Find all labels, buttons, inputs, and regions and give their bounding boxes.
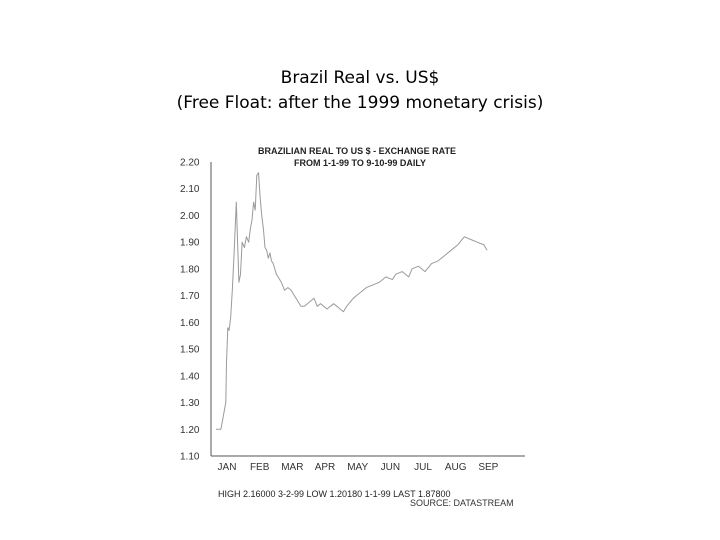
series-layer bbox=[216, 173, 487, 430]
y-tick-label: 1.80 bbox=[180, 264, 200, 276]
x-tick-label: FEB bbox=[249, 462, 270, 473]
y-tick-label: 2.10 bbox=[180, 184, 200, 196]
y-tick-label: 2.00 bbox=[180, 210, 200, 222]
x-tick-labels bbox=[218, 462, 499, 473]
slide-title-line-1: Brazil Real vs. US$ bbox=[280, 68, 440, 88]
y-tick-label: 1.40 bbox=[180, 371, 200, 383]
footer-source: SOURCE: DATASTREAM bbox=[410, 498, 514, 508]
y-tick-label: 1.90 bbox=[180, 237, 200, 249]
y-tick-label: 1.70 bbox=[180, 291, 200, 303]
series-line bbox=[216, 173, 487, 430]
x-tick-label: MAY bbox=[347, 462, 369, 473]
y-tick-label: 2.20 bbox=[180, 157, 200, 169]
y-tick-labels bbox=[180, 158, 200, 463]
y-tick-label: 1.10 bbox=[180, 451, 200, 463]
slide-title-line-2: (Free Float: after the 1999 monetary crisis) bbox=[176, 93, 544, 113]
x-tick-label: JUL bbox=[414, 462, 432, 473]
x-tick-label: JAN bbox=[217, 462, 237, 473]
x-tick-label: MAR bbox=[281, 462, 304, 473]
y-tick-label: 1.60 bbox=[180, 317, 200, 329]
x-tick-label: SEP bbox=[478, 462, 499, 473]
y-tick-label: 1.20 bbox=[180, 424, 200, 436]
chart-subtitle: FROM 1-1-99 TO 9-10-99 DAILY bbox=[293, 158, 427, 168]
x-tick-label: APR bbox=[314, 462, 336, 473]
x-tick-label: JUN bbox=[380, 462, 401, 473]
y-tick-label: 1.30 bbox=[180, 398, 200, 410]
y-tick-label: 1.50 bbox=[180, 344, 200, 356]
footer-stats: HIGH 2.16000 3-2-99 LOW 1.20180 1-1-99 LAST 1.87800 bbox=[218, 489, 451, 499]
chart-title: BRAZILIAN REAL TO US $ - EXCHANGE RATE bbox=[257, 146, 457, 156]
x-tick-label: AUG bbox=[444, 462, 467, 473]
